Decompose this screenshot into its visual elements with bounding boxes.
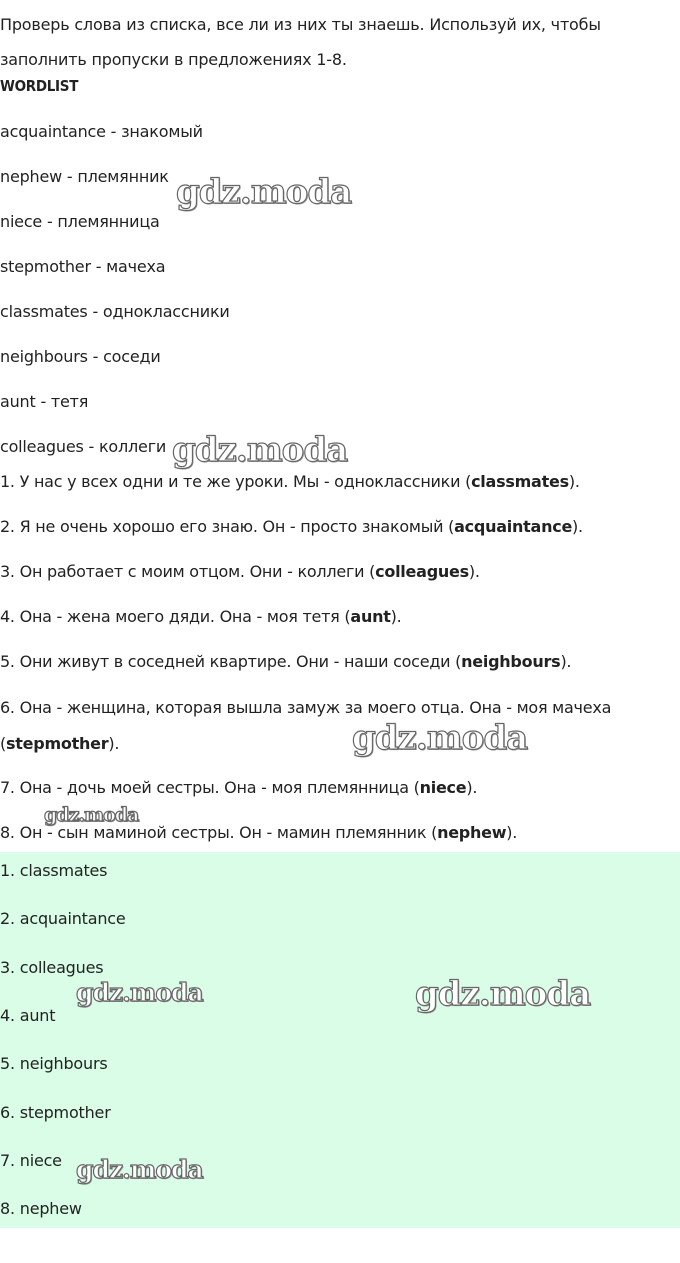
sentence: 3. Он работает с моим отцом. Они - коллеги (colleagues). xyxy=(0,562,480,581)
sentence-answer: colleagues xyxy=(375,562,469,581)
wordlist-item: nephew - племянник xyxy=(0,167,169,186)
wordlist-heading: WORDLIST xyxy=(0,77,79,95)
wordlist-item: colleagues - коллеги xyxy=(0,437,167,456)
watermark: gdz.moda xyxy=(172,430,348,470)
answer-item: 1. classmates xyxy=(0,861,108,880)
sentence: 4. Она - жена моего дяди. Она - моя тетя (aunt). xyxy=(0,607,402,626)
sentence: 5. Они живут в соседней квартире. Они - наши соседи (neighbours). xyxy=(0,652,572,671)
watermark: gdz.moda xyxy=(76,978,203,1007)
sentence-answer: acquaintance xyxy=(454,517,573,536)
sentence: 2. Я не очень хорошо его знаю. Он - просто знакомый (acquaintance). xyxy=(0,517,583,536)
watermark: gdz.moda xyxy=(76,1155,203,1184)
sentence: 7. Она - дочь моей сестры. Она - моя племянница (niece). xyxy=(0,778,478,797)
sentence-answer: classmates xyxy=(471,472,569,491)
sentence-answer: aunt xyxy=(350,607,391,626)
sentence-answer: stepmother xyxy=(6,734,109,753)
sentence-answer: neighbours xyxy=(461,652,561,671)
wordlist-item: niece - племянница xyxy=(0,212,160,231)
wordlist-item: aunt - тетя xyxy=(0,392,89,411)
answer-item: 5. neighbours xyxy=(0,1054,108,1073)
answer-item: 2. acquaintance xyxy=(0,909,126,928)
sentence: 1. У нас у всех одни и те же уроки. Мы - одноклассники (classmates). xyxy=(0,472,580,491)
sentence: 6. Она - женщина, которая вышла замуж за моего отца. Она - моя мачеха (stepmother). xyxy=(0,698,612,753)
watermark: gdz.moda xyxy=(415,974,591,1014)
wordlist-item: acquaintance - знакомый xyxy=(0,122,203,141)
sentence-answer: nephew xyxy=(437,823,507,842)
watermark: gdz.moda xyxy=(44,804,139,826)
answer-item: 7. niece xyxy=(0,1151,62,1170)
answer-item: 8. nephew xyxy=(0,1199,82,1218)
instruction-text: Проверь слова из списка, все ли из них ты знаешь. Используй их, чтобы заполнить пропуски в предложениях 1-8. xyxy=(0,15,601,69)
wordlist-item: neighbours - соседи xyxy=(0,347,161,366)
wordlist-item: stepmother - мачеха xyxy=(0,257,166,276)
sentence-answer: niece xyxy=(419,778,467,797)
watermark: gdz.moda xyxy=(352,718,528,758)
answer-item: 6. stepmother xyxy=(0,1103,111,1122)
answer-item: 4. aunt xyxy=(0,1006,56,1025)
sentence: 8. Он - сын маминой сестры. Он - мамин племянник (nephew). xyxy=(0,823,518,842)
watermark: gdz.moda xyxy=(176,172,352,212)
answer-item: 3. colleagues xyxy=(0,958,104,977)
wordlist-item: classmates - одноклассники xyxy=(0,302,230,321)
